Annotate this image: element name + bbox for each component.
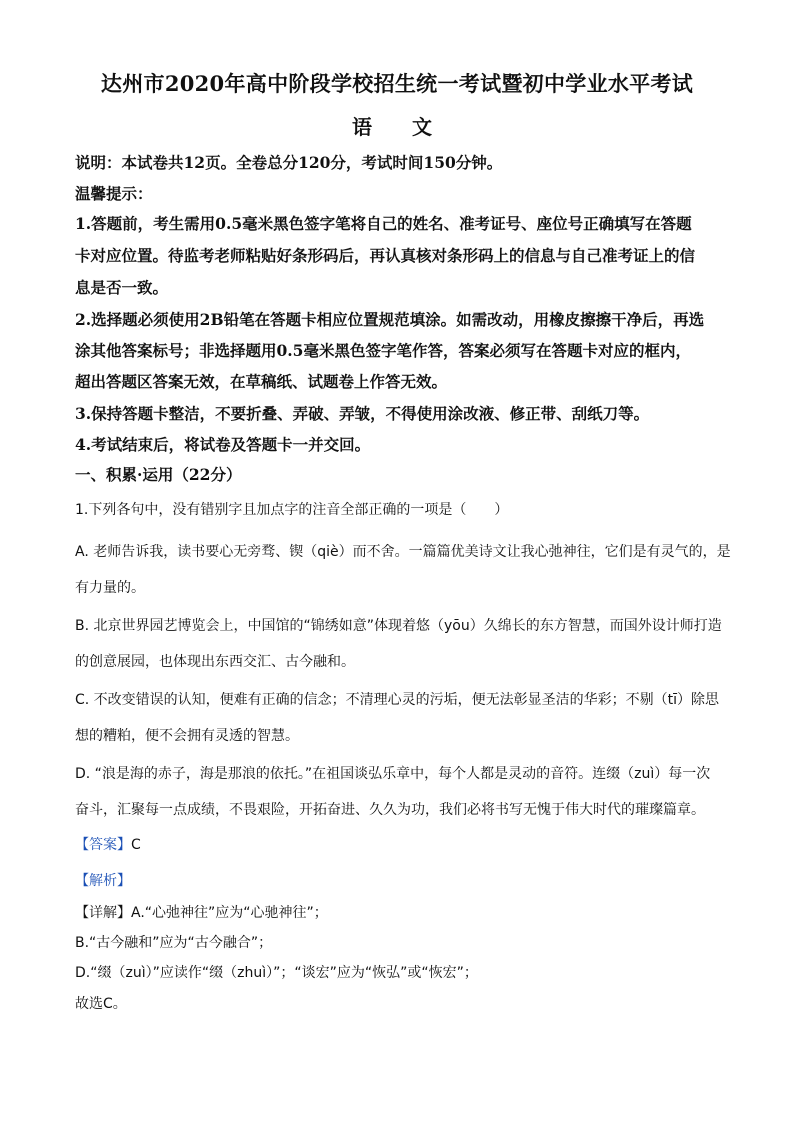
detail-line-2: B.“古今融和”应为“古今融合”； <box>75 935 273 951</box>
detail-label: 【详解】 <box>75 905 131 921</box>
analysis-label-text: 【解析】 <box>75 873 131 889</box>
detail-line-4: 故选C。 <box>75 996 127 1012</box>
analysis-label <box>75 870 734 890</box>
tip-1-line-1: 1.答题前，考生需用0.5毫米黑色签字笔将自己的姓名、准考证号、座位号正确填写在答题 <box>75 214 692 233</box>
tip-2-line-1: 2.选择题必须使用2B铅笔在答题卡相应位置规范填涂。如需改动，用橡皮擦擦干净后，再选 <box>75 310 705 329</box>
tip-1-line-3: 息是否一致。 <box>75 278 169 297</box>
option-d-line-1: D. “浪是海的赤子，海是那浪的依托。”在祖国谈弘乐章中，每个人都是灵动的音符。连缀（zuì）每一次 <box>75 766 711 782</box>
option-a-line-2: 有力量的。 <box>75 580 145 596</box>
question-1-stem: 1.下列各句中，没有错别字且加点字的注音全部正确的一项是（ ） <box>75 502 509 518</box>
detail-line-3: D.“缀（zuì）”应读作“缀（zhuì）”；“谈宏”应为“恢弘”或“恢宏”； <box>75 965 478 981</box>
option-a-line-1: A. 老师告诉我，读书要心无旁骛、锲（qiè）而不舍。一篇篇优美诗文让我心弛神往，它们是有灵气的，是 <box>75 544 731 560</box>
page-title: 达州市2020年高中阶段学校招生统一考试暨初中学业水平考试 <box>100 71 694 96</box>
option-b-line-1: B. 北京世界园艺博览会上，中国馆的“锦绣如意”体现着悠（yōu）久绵长的东方智慧，而国外设计师打造 <box>75 618 722 634</box>
answer-row <box>75 834 734 854</box>
tips-heading: 温馨提示： <box>75 184 153 203</box>
tip-3: 3.保持答题卡整洁，不要折叠、弄破、弄皱，不得使用涂改液、修正带、刮纸刀等。 <box>75 404 650 423</box>
subject-title: 语 文 <box>352 115 442 139</box>
option-b-line-2: 的创意展园，也体现出东西交汇、古今融和。 <box>75 654 355 670</box>
detail-line-1 <box>75 902 734 922</box>
tip-2-line-3: 超出答题区答案无效，在草稿纸、试题卷上作答无效。 <box>75 372 448 391</box>
answer-value: C <box>131 837 141 853</box>
tip-2-line-2: 涂其他答案标号；非选择题用0.5毫米黑色签字笔作答，答案必须写在答题卡对应的框内， <box>75 341 691 360</box>
tip-4: 4.考试结束后，将试卷及答题卡一并交回。 <box>75 435 371 454</box>
section-heading: 一、积累·运用（22分） <box>75 465 242 484</box>
option-d-line-2: 奋斗，汇聚每一点成绩，不畏艰险，开拓奋进、久久为功，我们必将书写无愧于伟大时代的璀璨篇章。 <box>75 802 705 818</box>
tip-1-line-2: 卡对应位置。待监考老师粘贴好条形码后，再认真核对条形码上的信息与自己准考证上的信 <box>75 246 696 265</box>
exam-description: 说明：本试卷共12页。全卷总分120分，考试时间150分钟。 <box>75 153 503 172</box>
option-c-line-2: 想的糟粕，便不会拥有灵透的智慧。 <box>75 728 299 744</box>
answer-label: 【答案】 <box>75 837 131 853</box>
detail-text-1: A.“心弛神往”应为“心驰神往”； <box>131 905 328 921</box>
option-c-line-1: C. 不改变错误的认知，便难有正确的信念；不清理心灵的污垢，便无法彰显圣洁的华彩；不剔（tī）除思 <box>75 692 720 708</box>
